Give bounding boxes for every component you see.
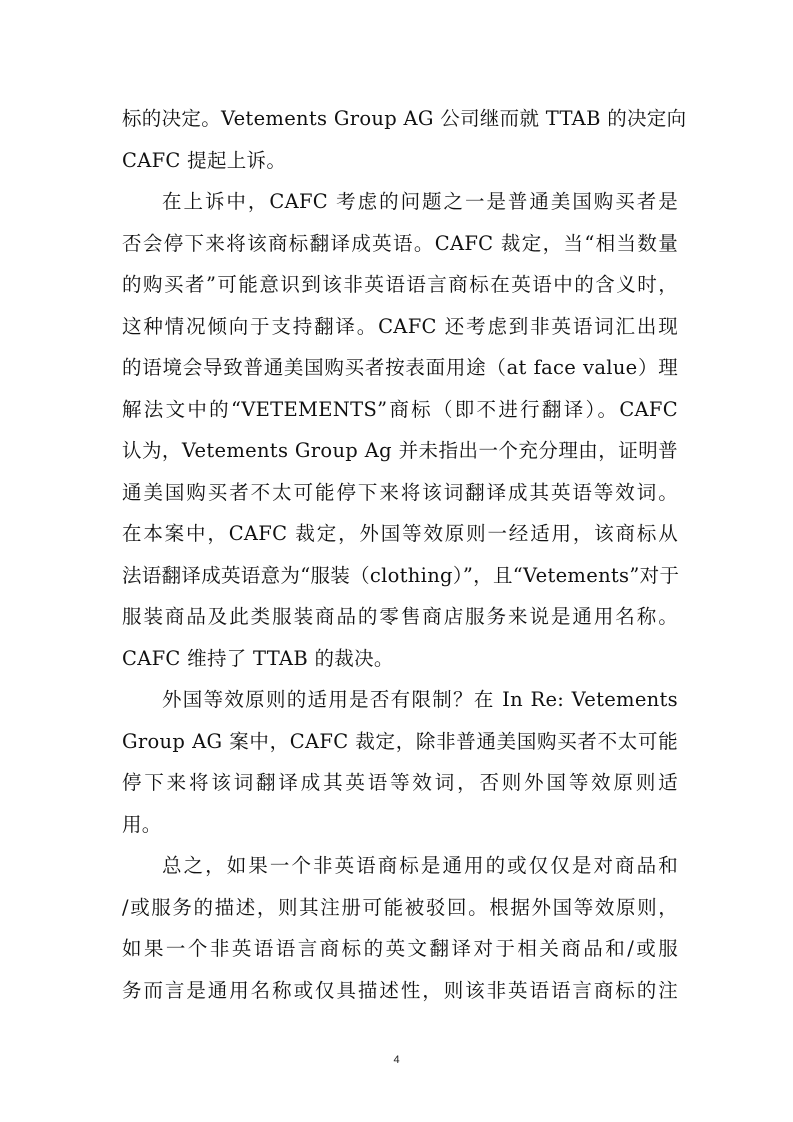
paragraph: [122, 98, 687, 181]
text-line: 通美国购买者不太可能停下来将该词翻译成其英语等效词。: [122, 480, 678, 504]
text-line: 外国等效原则的适用是否有限制？在 In Re: Vetements: [162, 688, 678, 711]
paragraph: [122, 181, 678, 679]
text-line: 标的决定。Vetements Group AG 公司继而就 TTAB 的决定向: [122, 107, 687, 130]
page-number: 4: [393, 1054, 400, 1066]
text-line: 务而言是通用名称或仅具描述性，则该非英语语言商标的注: [122, 978, 678, 1002]
text-line: 在本案中，CAFC 裁定，外国等效原则一经适用，该商标从: [122, 522, 678, 545]
text-line: /或服务的描述，则其注册可能被驳回。根据外国等效原则，: [122, 895, 678, 919]
text-line: 的语境会导致普通美国购买者按表面用途（at face value）理: [122, 356, 678, 379]
text-line: 法语翻译成英语意为“服装（clothing）”，且“Vetements”对于: [122, 563, 680, 587]
text-line: CAFC 维持了 TTAB 的裁决。: [122, 646, 394, 670]
text-line: 的购买者”可能意识到该非英语语言商标在英语中的含义时，: [122, 273, 678, 296]
text-line: 服装商品及此类服装商品的零售商店服务来说是通用名称。: [122, 605, 678, 628]
text-line: 停下来将该词翻译成其英语等效词，否则外国等效原则适: [122, 771, 678, 794]
paragraph: [122, 845, 678, 1011]
text-line: 用。: [122, 812, 162, 836]
document-body: [122, 98, 687, 1011]
text-line: 在上诉中，CAFC 考虑的问题之一是普通美国购买者是: [162, 190, 678, 213]
text-line: 如果一个非英语语言商标的英文翻译对于相关商品和/或服: [122, 937, 678, 960]
paragraph: [122, 679, 678, 845]
text-line: 解法文中的“VETEMENTS”商标（即不进行翻译）。CAFC: [122, 397, 678, 421]
text-line: CAFC 提起上诉。: [122, 148, 287, 172]
text-line: 总之，如果一个非英语商标是通用的或仅仅是对商品和: [162, 854, 678, 877]
text-line: 这种情况倾向于支持翻译。CAFC 还考虑到非英语词汇出现: [122, 314, 678, 338]
text-line: 否会停下来将该商标翻译成英语。CAFC 裁定，当“相当数量: [122, 231, 678, 255]
text-line: 认为，Vetements Group Ag 并未指出一个充分理由，证明普: [122, 439, 678, 462]
text-line: Group AG 案中，CAFC 裁定，除非普通美国购买者不太可能: [122, 729, 678, 753]
